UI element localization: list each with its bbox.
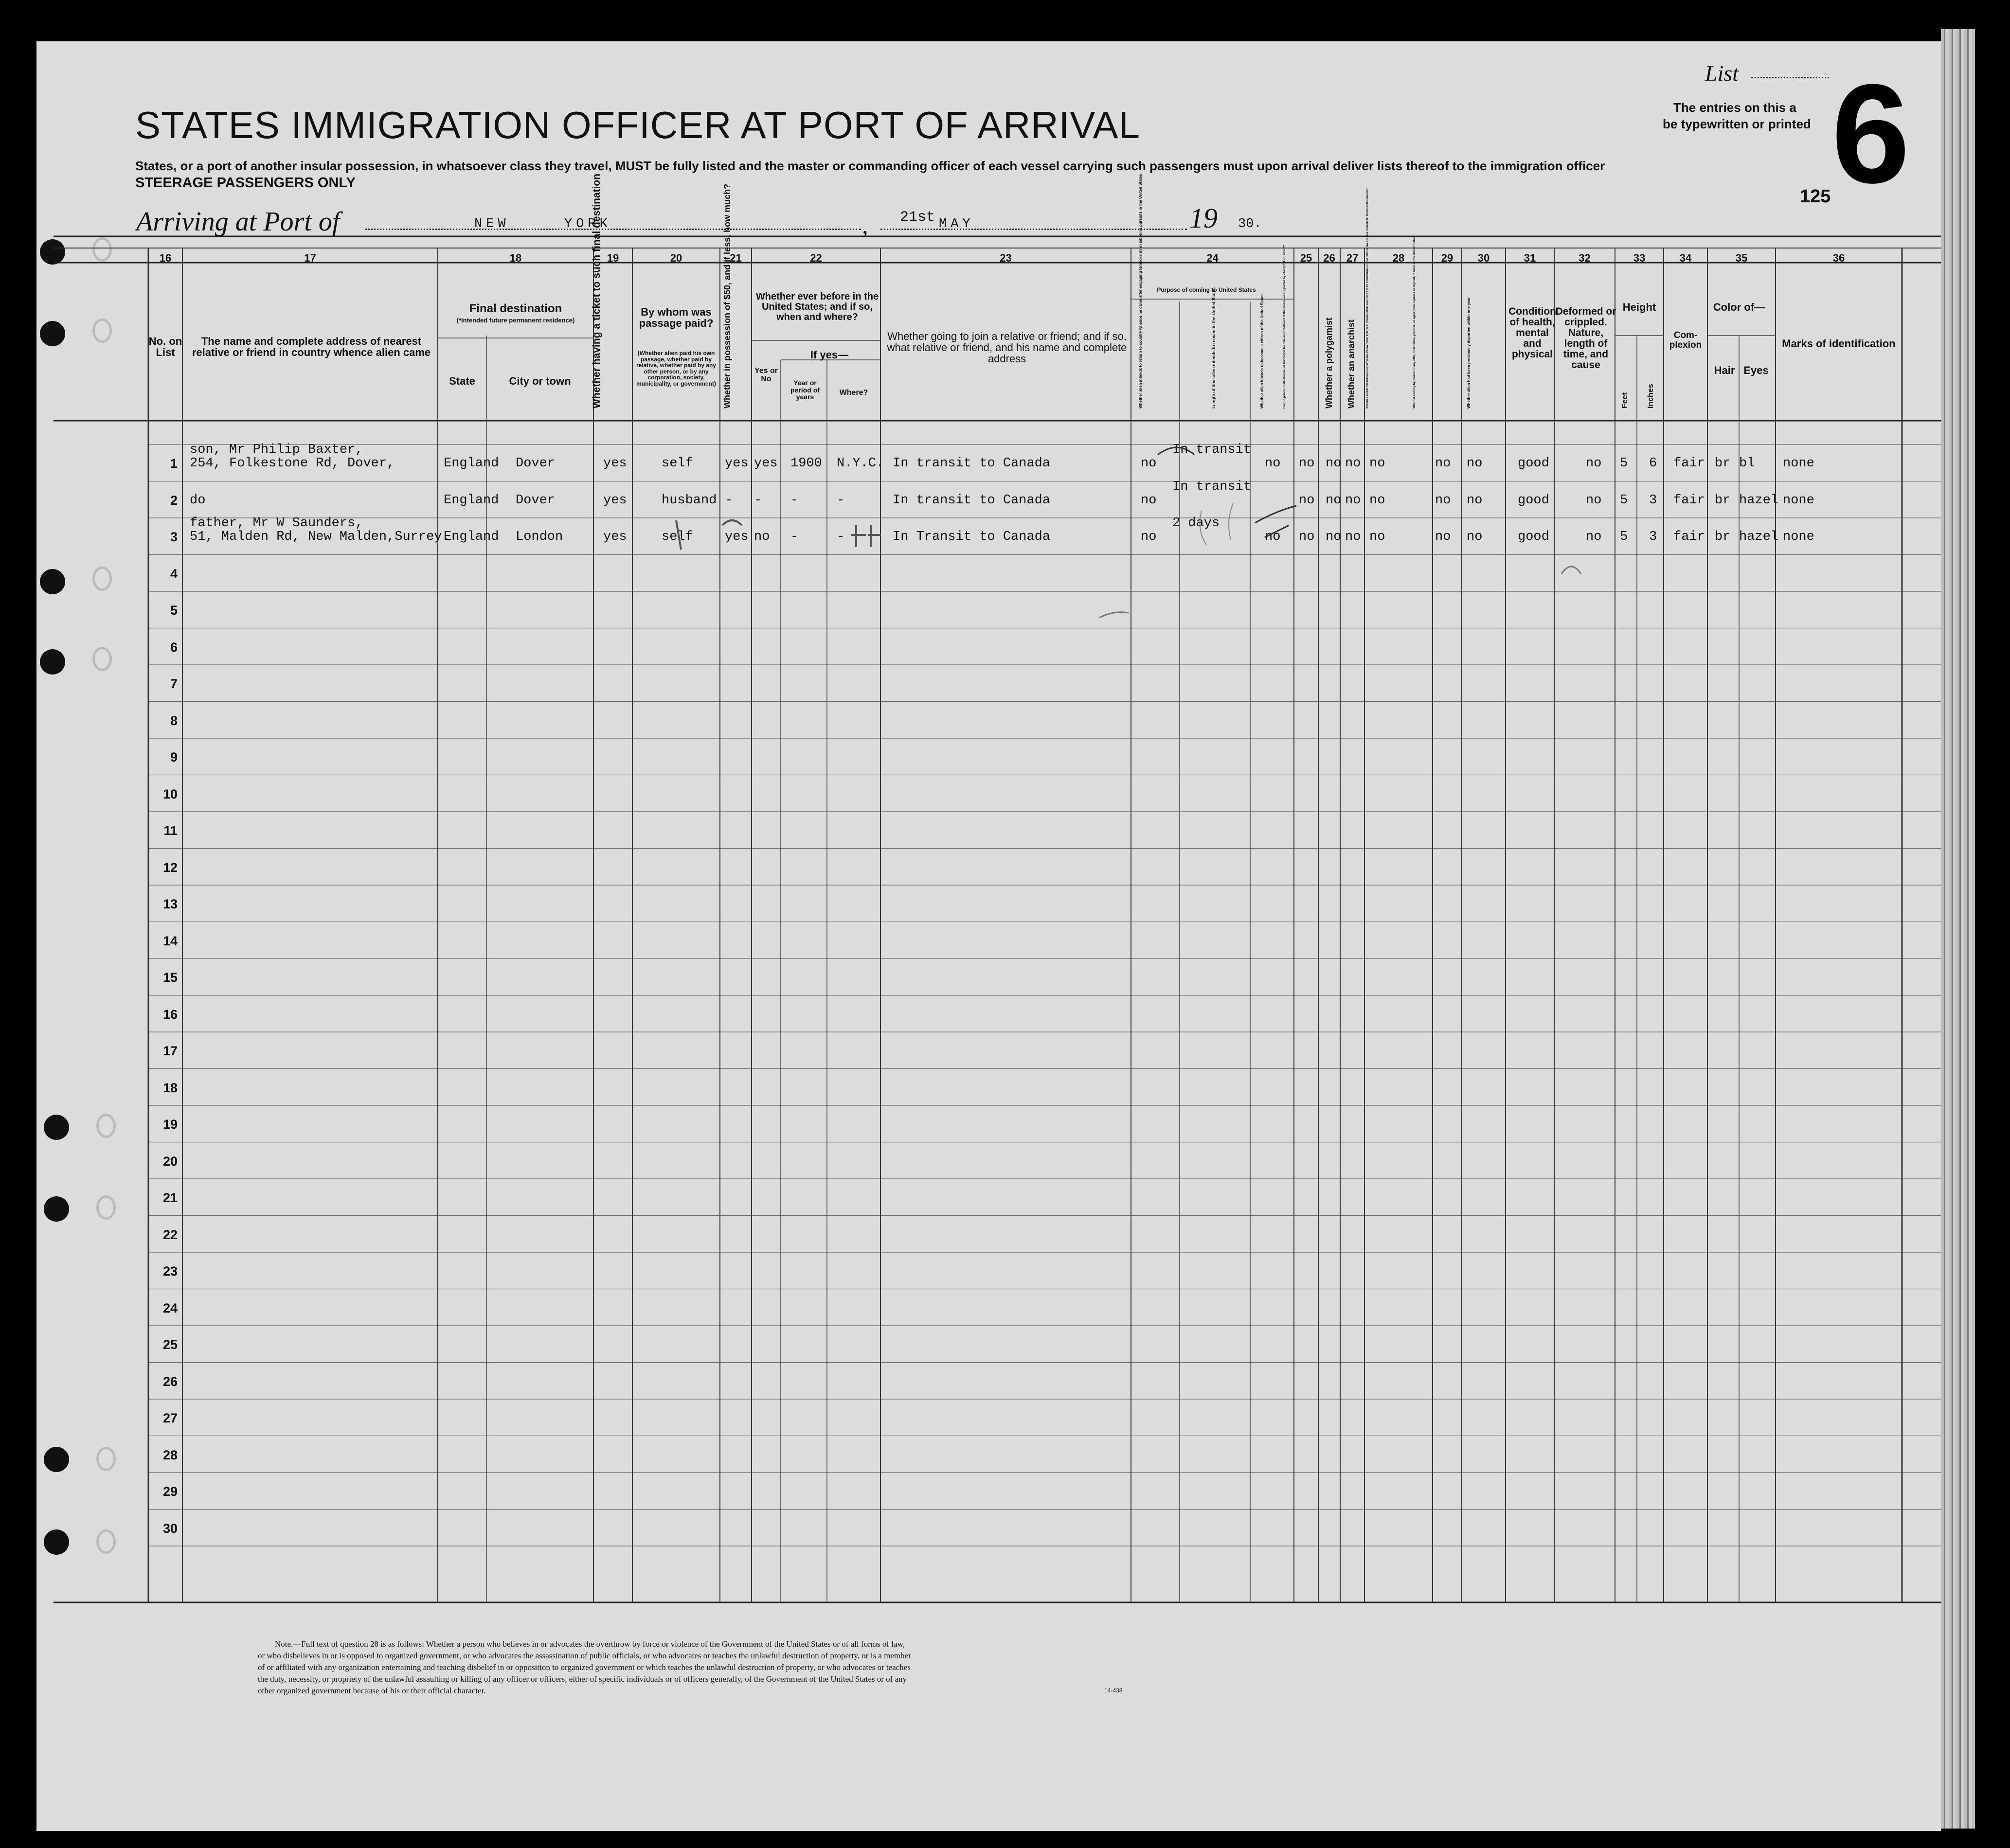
entry-hair: br <box>1715 456 1731 471</box>
page-number: 125 <box>1800 186 1831 207</box>
entry-eyes: hazel <box>1739 530 1779 544</box>
entry-c24a: no <box>1141 530 1157 544</box>
column-number: 29 <box>1441 252 1454 264</box>
footnote-line: the duty, necessity, or propriety of the unlawful assaulting or killing of any officer or officers, either of specific individuals or of officers generally, of the Government of the United States or of any <box>258 1674 907 1684</box>
row-number: 9 <box>170 750 178 764</box>
col36-header: Marks of identification <box>1782 338 1896 350</box>
entry-c24a: no <box>1141 456 1157 471</box>
entry-state: England <box>444 493 499 508</box>
entry-c24c: no <box>1265 530 1281 544</box>
row-number: 23 <box>162 1264 178 1279</box>
entry-c30: no <box>1467 493 1483 508</box>
entry-before-year: - <box>790 530 799 544</box>
col34-header: Com-plexion <box>1669 330 1702 350</box>
entry-before-yn: - <box>754 493 762 508</box>
entry-inches: 3 <box>1649 530 1657 544</box>
entry-c27: no <box>1345 530 1361 544</box>
port-state: YORK <box>564 217 611 231</box>
arrival-day: 21st <box>900 209 935 226</box>
col35-header: Color of— <box>1713 301 1765 313</box>
column-number: 21 <box>730 252 742 264</box>
row-number: 15 <box>162 970 178 985</box>
column-number: 20 <box>670 252 682 264</box>
entry-deformed: no <box>1586 530 1602 544</box>
entry-complexion: fair <box>1673 456 1705 471</box>
column-number: 18 <box>509 252 522 264</box>
row-number: 11 <box>163 823 178 838</box>
row-number: 1 <box>170 456 178 471</box>
column-number: 22 <box>810 252 822 264</box>
year-prefix: 19 <box>1189 202 1218 234</box>
list-number: 6 <box>1831 55 1910 213</box>
footnote-line: of or affiliated with any organization entertaining and teaching disbelief in or opposition to organized government or which teaches the unlawful destruction of property, or who advocates or teaches <box>258 1663 911 1672</box>
col27-header: Whether an anarchist <box>1346 319 1356 409</box>
entry-feet: 5 <box>1620 456 1628 471</box>
entry-c25: no <box>1299 530 1315 544</box>
entry-state: England <box>444 530 499 544</box>
entry-inches: 3 <box>1649 493 1657 508</box>
entry-relative-2: 254, Folkestone Rd, Dover, <box>190 456 395 471</box>
entry-eyes: bl <box>1739 456 1755 471</box>
entry-complexion: fair <box>1673 493 1705 508</box>
entry-c24a: no <box>1141 493 1157 508</box>
list-label: List <box>1705 61 1739 86</box>
col18-state: State <box>449 375 475 387</box>
entry-paid: husband <box>662 493 717 508</box>
page-subtitle: States, or a port of another insular possession, in whatsoever class they travel, MUST be fully listed and the master or commanding officer of each vessel carrying such passengers must upon arrival deliver lists thereof to the immigration officer <box>135 159 1605 173</box>
row-number: 10 <box>162 786 178 801</box>
entry-hair: br <box>1715 493 1731 508</box>
row-number: 7 <box>170 676 178 691</box>
row-number: 13 <box>162 897 178 911</box>
entry-city: Dover <box>516 456 556 471</box>
entry-fifty: - <box>725 493 733 508</box>
entry-before-yn: yes <box>754 456 778 471</box>
row-number: 29 <box>162 1484 178 1499</box>
col20-header: By whom was passage paid? <box>639 306 714 330</box>
column-number: 34 <box>1679 252 1692 264</box>
col21-header: Whether in possession of $50, and if less, how much? <box>722 183 732 409</box>
entry-c29: no <box>1435 530 1451 544</box>
entry-paid: self <box>662 530 693 544</box>
entry-ticket: yes <box>603 530 627 544</box>
column-number: 31 <box>1524 252 1536 264</box>
entry-city: London <box>516 530 563 544</box>
entry-deformed: no <box>1586 456 1602 471</box>
entry-c25: no <box>1299 456 1315 471</box>
column-number: 16 <box>159 252 172 264</box>
entry-c25: no <box>1299 493 1315 508</box>
form-code: 14-438 <box>1104 1687 1123 1694</box>
entry-c24b: In transit <box>1172 479 1252 494</box>
col20-note: (Whether alien paid his own passage, whether paid by relative, whether paid by any other person, or by any corporation, society, municipality, or government) <box>636 350 717 387</box>
col22-header: Whether ever before in the United States; and if so, when and where? <box>755 291 879 322</box>
col22-ifyes: If yes— <box>810 349 849 361</box>
column-number: 33 <box>1633 252 1646 264</box>
entry-before-where: - <box>837 493 845 508</box>
col24a-header: Whether alien intends to return to country whence he came after engaging temporarily in laboring pursuits in the United States <box>1138 174 1143 409</box>
entry-c26: no <box>1326 456 1342 471</box>
row-number: 24 <box>162 1300 178 1315</box>
row-number: 18 <box>162 1080 178 1095</box>
col22-year: Year or period of years <box>790 379 820 401</box>
entry-c24b: In transit <box>1172 443 1252 457</box>
entry-complexion: fair <box>1673 530 1705 544</box>
entry-before-year: 1900 <box>790 456 822 471</box>
col22-where: Where? <box>839 389 868 397</box>
entry-c27: no <box>1345 456 1361 471</box>
entry-marks: none <box>1783 456 1814 471</box>
col29-header: Whether coming by reason of any offer, solicitation, promise, or agreement, express or implied, to labor in the United States <box>1413 236 1416 409</box>
entry-before-where: N.Y.C. <box>837 456 884 471</box>
typewritten-note-line-1: The entries on this a <box>1673 100 1796 115</box>
entry-c29: no <box>1435 493 1451 508</box>
col18-city: City or town <box>509 375 571 387</box>
arrival-month: MAY <box>939 217 974 231</box>
column-number: 27 <box>1346 252 1359 264</box>
entry-c24b: 2 days <box>1172 516 1220 531</box>
entry-hair: br <box>1715 530 1731 544</box>
entry-c26: no <box>1326 530 1342 544</box>
row-number: 14 <box>162 933 178 948</box>
col33-feet: Feet <box>1621 392 1629 409</box>
entry-marks: none <box>1783 530 1814 544</box>
row-number: 19 <box>162 1117 178 1132</box>
entry-relative-2: do <box>190 493 206 508</box>
entry-relative-2: 51, Malden Rd, New Malden,Surrey. <box>190 530 450 544</box>
col30-header: Whether alien had been previously deported within one year <box>1467 297 1471 409</box>
column-number: 25 <box>1300 252 1312 264</box>
row-number: 22 <box>162 1227 178 1242</box>
col22-yesno: Yes or No <box>754 367 778 383</box>
entry-c28: no <box>1369 530 1385 544</box>
col35-eyes: Eyes <box>1743 364 1769 376</box>
entry-c24c: no <box>1265 456 1281 471</box>
row-number: 17 <box>162 1044 178 1058</box>
entry-health: good <box>1518 530 1549 544</box>
comma: , <box>862 212 868 239</box>
col18-header: Final destination <box>469 302 562 315</box>
col17-header: The name and complete address of nearest relative or friend in country whence alien came <box>192 335 431 359</box>
entry-city: Dover <box>516 493 556 508</box>
col25-header: Ever in prison or almshouse, or institution for care and treatment of the insane, or supported by charity? If so, which? <box>1283 245 1286 409</box>
entry-feet: 5 <box>1620 493 1628 508</box>
col24b-header: Length of time alien intends to remain in the United States <box>1211 287 1216 409</box>
col23-header: Whether going to join a relative or friend; and if so, what relative or friend, and his name and complete address <box>887 330 1127 365</box>
page-title: STATES IMMIGRATION OFFICER AT PORT OF ARRIVAL <box>135 104 1141 146</box>
row-number: 8 <box>170 713 178 728</box>
col35-hair: Hair <box>1714 364 1735 376</box>
row-number: 25 <box>162 1337 178 1352</box>
row-number: 26 <box>162 1374 178 1389</box>
entry-c29: no <box>1435 456 1451 471</box>
col28-header: Whether a person who believes in or advocates the overthrow by force or violence of the Government of the United States or of all forms of law, etc. (See Footnote for full text of this question) <box>1366 188 1369 409</box>
class-line: STEERAGE PASSENGERS ONLY <box>135 175 356 191</box>
entry-c27: no <box>1345 493 1361 508</box>
column-number: 17 <box>304 252 316 264</box>
entry-c28: no <box>1369 493 1385 508</box>
entry-c30: no <box>1467 530 1483 544</box>
entry-fifty: yes <box>725 530 749 544</box>
entry-health: good <box>1518 493 1549 508</box>
column-number: 35 <box>1735 252 1748 264</box>
col26-header: Whether a polygamist <box>1324 317 1334 409</box>
row-number: 28 <box>162 1447 178 1462</box>
row-number: 30 <box>162 1521 178 1536</box>
entry-before-yn: no <box>754 530 770 544</box>
footnote-line: Note.—Full text of question 28 is as follows: Whether a person who believes in or advocates the overthrow by force or violence of the Government of the United States or of all forms of law, <box>275 1639 905 1649</box>
entry-before-where: - <box>837 530 845 544</box>
row-number: 2 <box>170 493 178 508</box>
column-number: 24 <box>1206 252 1219 264</box>
entry-marks: none <box>1783 493 1814 508</box>
row-number: 4 <box>170 566 178 581</box>
arriving-label: Arriving at Port of <box>136 207 340 237</box>
col24-header: Purpose of coming to United States <box>1157 286 1256 293</box>
entry-join: In Transit to Canada <box>893 530 1051 544</box>
entry-deformed: no <box>1586 493 1602 508</box>
row-number: 5 <box>170 603 178 618</box>
column-number: 26 <box>1323 252 1335 264</box>
footnote-line: other organized government because of his or their official character. <box>258 1686 486 1695</box>
entry-inches: 6 <box>1649 456 1657 471</box>
footnote-line: or who disbelieves in or is opposed to organized government, or who advocates the assassination of public officials, or who advocates or teaches the unlawful destruction of property, or is a member <box>258 1651 911 1660</box>
col16-header: No. on List <box>148 335 182 359</box>
column-number: 28 <box>1392 252 1405 264</box>
col32-header: Deformed or crippled. Nature, length of time, and cause <box>1555 306 1616 371</box>
column-number: 23 <box>1000 252 1012 264</box>
entry-c26: no <box>1326 493 1342 508</box>
entry-health: good <box>1518 456 1549 471</box>
column-number: 19 <box>607 252 619 264</box>
row-number: 16 <box>162 1007 178 1022</box>
entry-eyes: hazel <box>1739 493 1779 508</box>
col18-note: (*Intended future permanent residence) <box>456 317 575 324</box>
col24c-header: Whether alien intends to become a citizen of the United States <box>1260 293 1264 409</box>
port-city: NEW <box>474 217 510 231</box>
entry-ticket: yes <box>603 493 627 508</box>
entry-c30: no <box>1467 456 1483 471</box>
column-number: 32 <box>1579 252 1591 264</box>
entry-c28: no <box>1369 456 1385 471</box>
row-number: 3 <box>170 530 178 544</box>
entry-state: England <box>444 456 499 471</box>
entry-ticket: yes <box>603 456 627 471</box>
entry-relative-1: son, Mr Philip Baxter, <box>190 443 363 457</box>
entry-feet: 5 <box>1620 530 1628 544</box>
col33-inches: Inches <box>1647 384 1655 409</box>
entry-relative-1: father, Mr W Saunders, <box>190 516 363 531</box>
row-number: 12 <box>162 860 178 875</box>
row-number: 21 <box>162 1191 178 1205</box>
entry-join: In transit to Canada <box>893 493 1051 508</box>
col31-header: Condition of health, mental and physical <box>1508 306 1556 360</box>
typewritten-note-line-2: be typewritten or printed <box>1663 117 1811 131</box>
row-number: 6 <box>170 640 178 655</box>
column-number: 36 <box>1832 252 1845 264</box>
column-number: 30 <box>1477 252 1490 264</box>
row-number: 27 <box>162 1411 178 1425</box>
entry-join: In transit to Canada <box>893 456 1051 471</box>
row-number: 20 <box>162 1154 178 1169</box>
entry-before-year: - <box>790 493 799 508</box>
entry-fifty: yes <box>725 456 749 471</box>
col33-header: Height <box>1622 301 1656 313</box>
entry-paid: self <box>662 456 693 471</box>
year-suffix: 30. <box>1238 217 1262 231</box>
